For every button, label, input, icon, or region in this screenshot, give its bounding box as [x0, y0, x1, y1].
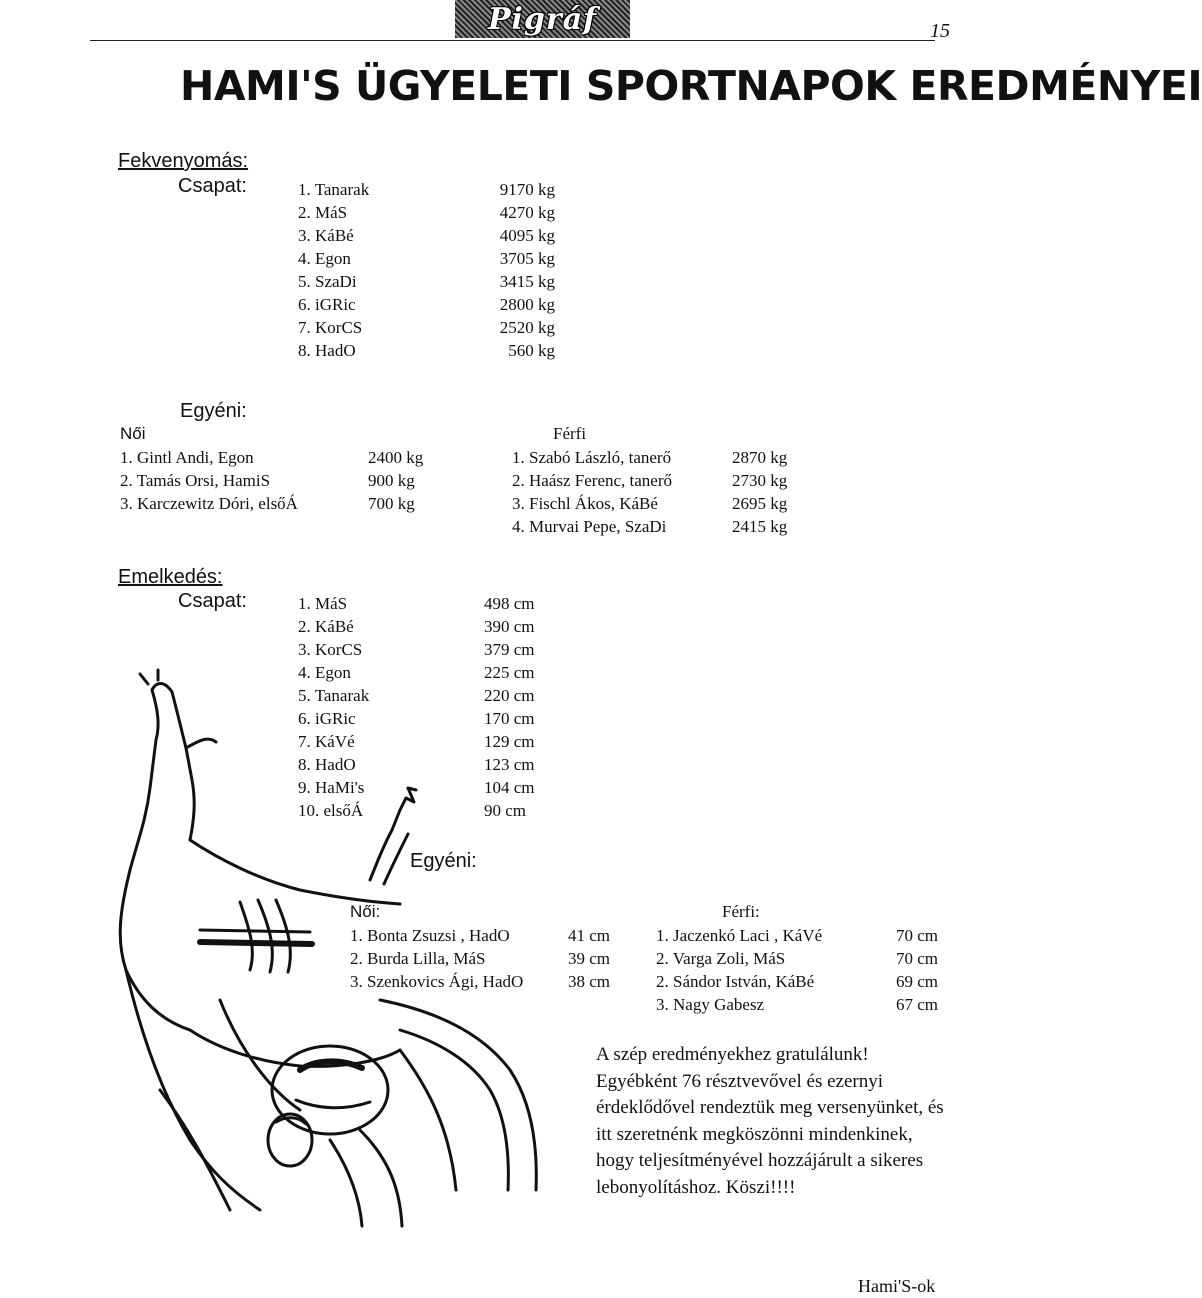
result-value: 39 cm [568, 949, 611, 968]
result-place: 5. Tanarak [298, 686, 370, 705]
result-value: 170 cm [484, 709, 535, 728]
result-place: 6. iGRic [298, 295, 356, 314]
bench-heading: Fekvenyomás: [118, 150, 249, 172]
result-place: 9. HaMi's [298, 778, 365, 797]
bench-team-places [298, 178, 369, 362]
result-value: 560 kg [508, 341, 555, 360]
result-value: 2415 kg [732, 517, 788, 536]
result-name: 1. Gintl Andi, Egon [120, 448, 254, 467]
page-number: 15 [930, 20, 950, 42]
result-value: 498 cm [484, 594, 535, 613]
result-value: 9170 kg [499, 180, 555, 199]
result-place: 8. HadO [298, 755, 356, 774]
result-place: 6. iGRic [298, 709, 356, 728]
result-value: 900 kg [368, 471, 415, 490]
result-name: 1. Jaczenkó Laci , KáVé [656, 926, 823, 945]
result-name: 2. Burda Lilla, MáS [350, 949, 486, 968]
result-name: 3. Karczewitz Dóri, elsőÁ [120, 494, 298, 513]
result-value: 104 cm [484, 778, 535, 797]
bench-women-names [120, 446, 298, 515]
magazine-logo [455, 0, 630, 38]
result-value: 2800 kg [499, 295, 555, 314]
result-name: 3. Nagy Gabesz [656, 995, 765, 1014]
result-value: 3415 kg [499, 272, 555, 291]
result-place: 4. Egon [298, 663, 351, 682]
result-name: 4. Murvai Pepe, SzaDi [512, 517, 667, 536]
result-value: 2400 kg [368, 448, 424, 467]
result-place: 7. KorCS [298, 318, 363, 337]
result-value: 4270 kg [499, 203, 555, 222]
result-value: 90 cm [484, 801, 527, 820]
lift-men-values [860, 924, 938, 1016]
result-value: 2695 kg [732, 494, 788, 513]
bench-women-values [368, 446, 423, 515]
bench-men-label: Férfi [553, 424, 587, 443]
result-name: 3. Szenkovics Ági, HadO [350, 972, 524, 991]
result-place: 4. Egon [298, 249, 351, 268]
result-place: 2. KáBé [298, 617, 354, 636]
result-value: 225 cm [484, 663, 535, 682]
result-value: 2870 kg [732, 448, 788, 467]
signature: Hami'S-ok [858, 1276, 936, 1296]
result-place: 1. MáS [298, 594, 348, 613]
result-name: 2. Haász Ferenc, tanerő [512, 471, 673, 490]
result-value: 3705 kg [499, 249, 555, 268]
bench-team-label: Csapat: [178, 175, 247, 197]
result-place: 2. MáS [298, 203, 348, 222]
bench-women-label: Női [120, 424, 146, 443]
result-value: 67 cm [895, 995, 938, 1014]
result-place: 7. KáVé [298, 732, 355, 751]
result-value: 70 cm [895, 926, 938, 945]
header-rule [90, 40, 935, 41]
lift-men-label: Férfi: [722, 902, 760, 921]
page-title: HAMI'S ÜGYELETI SPORTNAPOK EREDMÉNYEI [180, 62, 1202, 110]
result-value: 129 cm [484, 732, 535, 751]
result-name: 1. Szabó László, tanerő [512, 448, 672, 467]
result-place: 5. SzaDi [298, 272, 357, 291]
result-place: 3. KorCS [298, 640, 363, 659]
lift-team-label: Csapat: [178, 590, 247, 612]
result-place: 1. Tanarak [298, 180, 370, 199]
bench-men-values [732, 446, 787, 538]
closing-note: A szép eredményekhez gratulálunk! Egyébként 76 résztvevővel és ezernyi érdeklődővel rendeztük meg versenyünket, és itt szeretnénk megköszönni mindenkinek, hogy teljesítményével hozzájárult a sikeres lebonyolításhoz. Köszi!!!! [596, 1044, 944, 1198]
lift-heading: Emelkedés: [118, 566, 223, 588]
result-name: 2. Varga Zoli, MáS [656, 949, 786, 968]
result-value: 123 cm [484, 755, 535, 774]
result-value: 4095 kg [499, 226, 555, 245]
result-value: 2730 kg [732, 471, 788, 490]
lift-women-label: Női: [350, 902, 381, 921]
lift-men-names [656, 924, 822, 1016]
bench-individual-label: Egyéni: [180, 400, 247, 422]
result-value: 69 cm [895, 972, 938, 991]
bench-team-values [440, 178, 555, 362]
result-place: 8. HadO [298, 341, 356, 360]
result-name: 3. Fischl Ákos, KáBé [512, 494, 658, 513]
result-value: 379 cm [484, 640, 535, 659]
result-name: 1. Bonta Zsuzsi , HadO [350, 926, 510, 945]
result-name: 2. Tamás Orsi, HamiS [120, 471, 271, 490]
magazine-logo-text: Pigráf [487, 1, 598, 37]
wrestler-illustration [100, 670, 620, 1230]
bench-men-names [512, 446, 672, 538]
result-value: 70 cm [895, 949, 938, 968]
result-value: 700 kg [368, 494, 415, 513]
result-name: 2. Sándor István, KáBé [656, 972, 815, 991]
result-value: 38 cm [568, 972, 611, 991]
result-value: 2520 kg [499, 318, 555, 337]
result-value: 41 cm [568, 926, 611, 945]
lift-individual-label: Egyéni: [410, 850, 477, 872]
result-value: 220 cm [484, 686, 535, 705]
result-place: 10. elsőÁ [298, 801, 364, 820]
result-value: 390 cm [484, 617, 535, 636]
result-place: 3. KáBé [298, 226, 354, 245]
